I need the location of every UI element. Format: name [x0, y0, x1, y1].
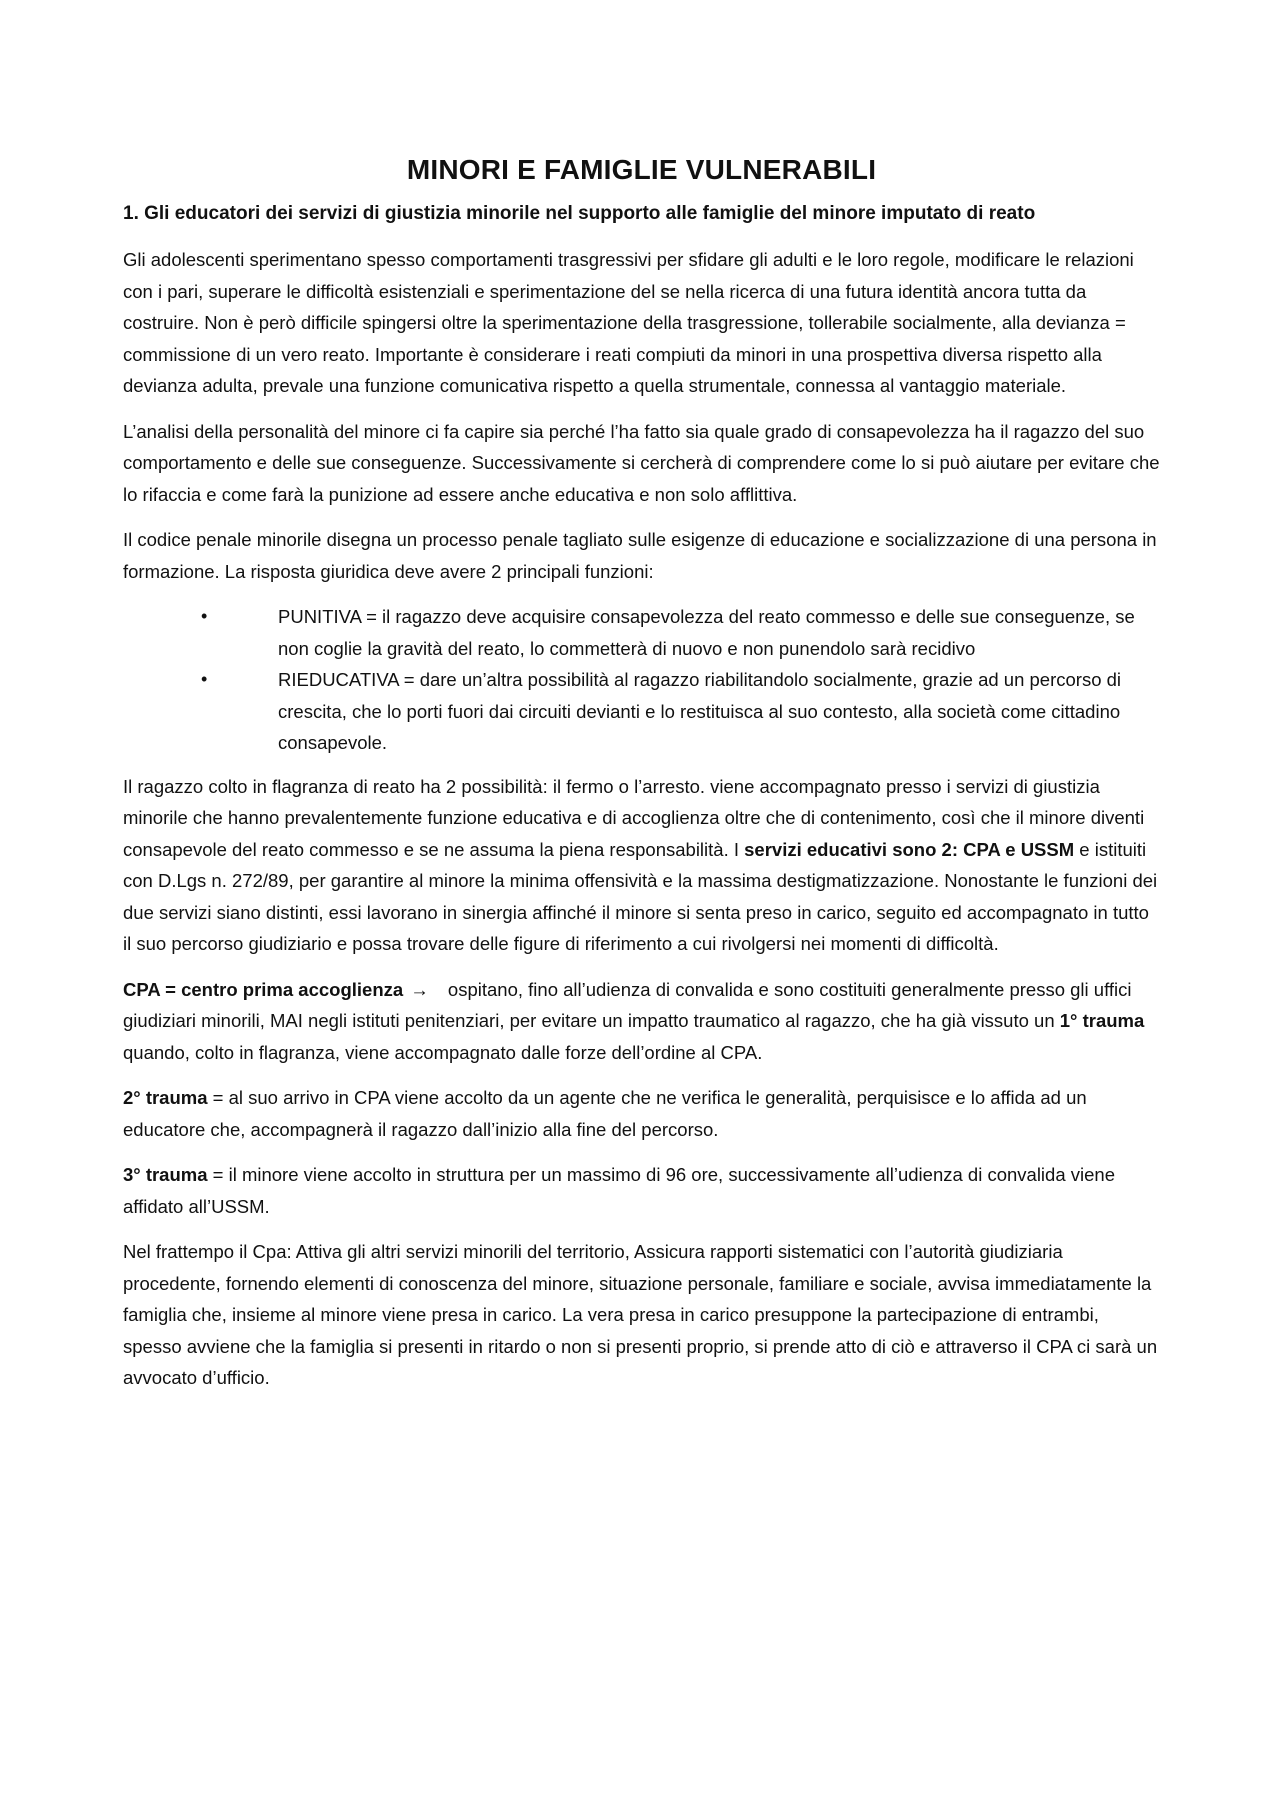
document-title: MINORI E FAMIGLIE VULNERABILI	[406, 154, 877, 185]
bold-text: 1° trauma	[1059, 1010, 1145, 1031]
list-item-text: RIEDUCATIVA = dare un’altra possibilità al ragazzo riabilitandolo socialmente, grazie ad un percorso di crescita, che lo porti fuori dai circuiti devianti e lo restituisca al suo contesto, alla società come cittadino consapevole.	[278, 669, 1122, 753]
section-heading: 1. Gli educatori dei servizi di giustizia minorile nel supporto alle famiglie del minore imputato di reato	[123, 203, 1036, 224]
text-run: e istituiti con D.Lgs n. 272/89, per garantire al minore la minima offensività e la massima destigmatizzazione. Nonostante le funzioni dei due servizi siano distinti, essi lavorano in sinergia affinché il minore si senta preso in carico, seguito ed accompagnato in tutto il suo percorso giudiziario e possa trovare delle figure di riferimento a cui rivolgersi nei momenti di difficoltà.	[123, 838, 1158, 954]
list-item-text: PUNITIVA = il ragazzo deve acquisire consapevolezza del reato commesso e delle sue conseguenze, se non coglie la gravità del reato, lo commetterà di nuovo e non punendolo sarà recidivo	[278, 606, 1135, 659]
functions-list	[123, 601, 1160, 759]
paragraph-codice-penale: Il codice penale minorile disegna un processo penale tagliato sulle esigenze di educazione e socializzazione di una persona in formazione. La risposta giuridica deve avere 2 principali funzioni:	[123, 529, 1157, 582]
text-run: = il minore viene accolto in struttura per un massimo di 96 ore, successivamente all’udienza di convalida viene affidato all’USSM.	[123, 1164, 1115, 1217]
paragraph-analisi-personalita: L’analisi della personalità del minore ci fa capire sia perché l’ha fatto sia quale grado di consapevolezza ha il ragazzo del suo comportamento e delle sue conseguenze. Successivamente si cercherà di comprendere come lo si può aiutare per evitare che lo rifaccia e come farà la punizione ad essere anche educativa e non solo afflittiva.	[123, 420, 1160, 505]
paragraph-terzo-trauma	[123, 1159, 1160, 1222]
paragraph-cpa-attivita: Nel frattempo il Cpa: Attiva gli altri servizi minorili del territorio, Assicura rapporti sistematici con l’autorità giudiziaria procedente, fornendo elementi di conoscenza del minore, situazione personale, familiare e sociale, avvisa immediatamente la famiglia che, insieme al minore viene presa in carico. La vera presa in carico presuppone la partecipazione di entrambi, spesso avviene che la famiglia si presenti in ritardo o non si presenti proprio, si prende atto di ciò e attraverso il CPA ci sarà un avvocato d’ufficio.	[123, 1241, 1158, 1388]
bold-text: CPA = centro prima accoglienza	[123, 978, 404, 1000]
bold-text: servizi educativi sono 2: CPA e USSM	[744, 838, 1075, 860]
arrow-right-icon: →	[410, 978, 429, 1000]
paragraph-adolescenti: Gli adolescenti sperimentano spesso comportamenti trasgressivi per sfidare gli adulti e le loro regole, modificare le relazioni con i pari, superare le difficoltà esistenziali e sperimentazione del se nella ricerca di una futura identità ancora tutta da costruire. Non è però difficile spingersi oltre la sperimentazione della trasgressione, tollerabile socialmente, alla devianza = commissione di un vero reato. Importante è considerare i reati compiuti da minori in una prospettiva diversa rispetto alla devianza adulta, prevale una funzione comunicativa rispetto a quella strumentale, connessa al vantaggio materiale.	[123, 249, 1134, 396]
text-run: ospitano, fino all’udienza di convalida e sono costituiti generalmente presso gli uffici giudiziari minorili, MAI negli istituti penitenziari, per evitare un impatto traumatico al ragazzo, che ha già vissuto un	[123, 978, 1132, 1031]
bold-text: 3° trauma	[123, 1164, 208, 1185]
bold-text: 2° trauma	[123, 1087, 208, 1108]
text-run: quando, colto in flagranza, viene accompagnato dalle forze dell’ordine al CPA.	[123, 1041, 763, 1063]
bullet-icon: •	[201, 669, 208, 689]
text-run: Il ragazzo colto in flagranza di reato ha 2 possibilità: il fermo o l’arresto. viene accompagnato presso i servizi di giustizia minorile che hanno prevalentemente funzione educativa e di accoglienza oltre che di contenimento, così che il minore diventi consapevole del reato commesso e se ne assuma la piena responsabilità. I	[123, 775, 1145, 860]
text-run: = al suo arrivo in CPA viene accolto da un agente che ne verifica le generalità, perquisisce e lo affida ad un educatore che, accompagnerà il ragazzo dall’inizio alla fine del percorso.	[123, 1087, 1087, 1140]
list-item-rieducativa	[123, 664, 1160, 759]
paragraph-flagranza	[123, 771, 1160, 960]
paragraph-cpa	[123, 974, 1160, 1069]
list-item-punitiva	[123, 601, 1160, 664]
paragraph-secondo-trauma	[123, 1082, 1160, 1145]
bullet-icon: •	[201, 606, 208, 626]
